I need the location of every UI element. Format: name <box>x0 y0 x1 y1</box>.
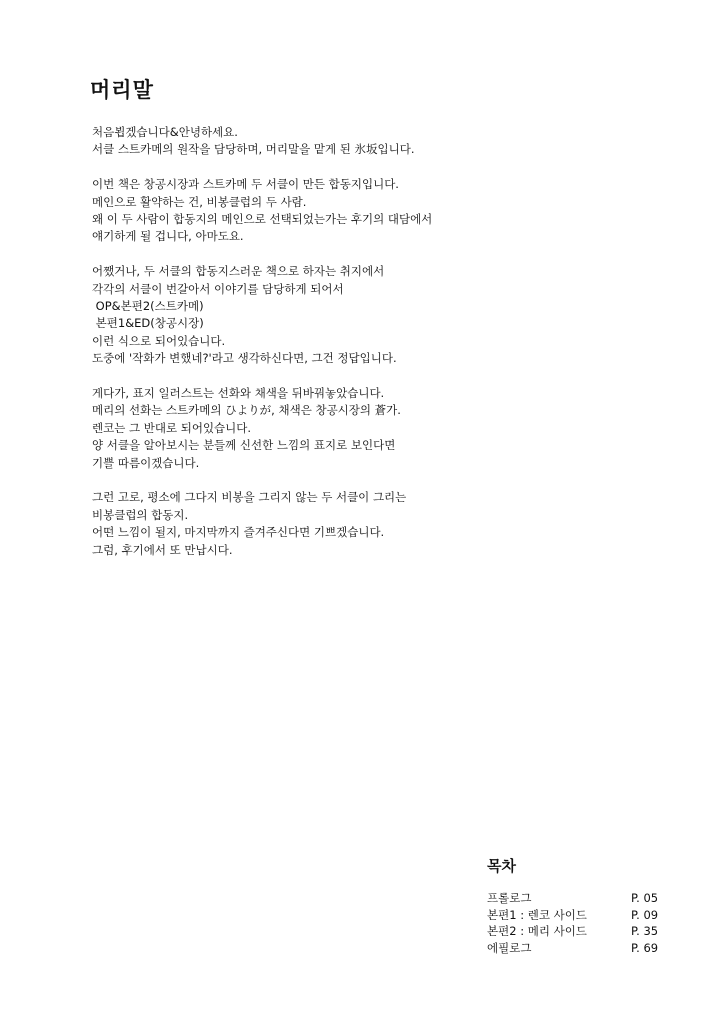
toc-entry-label: 본편1 : 렌코 사이드 <box>487 907 587 922</box>
text-line: 그럼, 후기에서 또 만납시다. <box>92 542 233 557</box>
text-line: 비봉클럽의 합동지. <box>92 507 189 522</box>
paragraph-cover <box>92 385 652 472</box>
toc-entry-label: 에필로그 <box>487 940 532 955</box>
text-line: 그런 고로, 평소에 그다지 비봉을 그리지 않는 두 서클이 그리는 <box>92 490 407 505</box>
toc-entry-label: 본편2 : 메리 사이드 <box>487 924 587 938</box>
text-line: 양 서클을 알아보시는 분들께 신선한 느낌의 표지로 보인다면 <box>92 438 396 453</box>
toc-entry-page: P. 69 <box>631 940 659 955</box>
text-line: 이번 책은 창공시장과 스트카메 두 서클이 만든 합동지입니다. <box>92 177 399 192</box>
paragraph-structure <box>92 263 652 367</box>
text-line: 왜 이 두 사람이 합동지의 메인으로 선택되었는가는 후기의 대담에서 <box>92 212 433 227</box>
toc-entry <box>487 907 667 924</box>
toc-entry <box>487 923 667 940</box>
text-line: 얘기하게 될 겁니다, 아마도요. <box>92 229 244 244</box>
text-line: 본편1&ED(창공시장) <box>92 316 204 331</box>
text-line: 어쨌거나, 두 서클의 합동지스러운 책으로 하자는 취지에서 <box>92 264 385 279</box>
preface-body <box>92 124 652 576</box>
text-line: 어떤 느낌이 될지, 마지막까지 즐겨주신다면 기쁘겠습니다. <box>92 525 385 540</box>
text-line: 렌코는 그 반대로 되어있습니다. <box>92 420 252 435</box>
text-line: 처음뵙겠습니다&안녕하세요. <box>92 125 238 139</box>
page-title: 머리말 <box>90 78 154 102</box>
toc-entry-label: 프롤로그 <box>487 891 532 905</box>
toc-entry-page: P. 35 <box>631 924 659 938</box>
text-line: 메리의 선화는 스트카메의 ひよりが, 채색은 창공시장의 蒼가. <box>92 403 401 418</box>
table-of-contents <box>487 855 667 956</box>
text-line: 메인으로 활약하는 건, 비봉클럽의 두 사람. <box>92 194 307 209</box>
text-line: 각각의 서클이 번갈아서 이야기를 담당하게 되어서 <box>92 281 344 296</box>
paragraph-greeting <box>92 124 652 159</box>
toc-title: 목차 <box>487 857 516 875</box>
toc-entry <box>487 890 667 907</box>
paragraph-intro <box>92 176 652 246</box>
text-line: 서클 스트카메의 원작을 담당하며, 머리말을 맡게 된 氷坂입니다. <box>92 142 415 157</box>
toc-entry <box>487 940 667 957</box>
toc-entry-page: P. 09 <box>631 907 659 922</box>
toc-entry-page: P. 05 <box>631 891 659 905</box>
paragraph-closing <box>92 489 652 559</box>
text-line: 기쁠 따름이겠습니다. <box>92 455 200 470</box>
text-line: OP&본편2(스트카메) <box>92 299 204 314</box>
text-line: 도중에 '작화가 변했네?'라고 생각하신다면, 그건 정답입니다. <box>92 351 397 366</box>
text-line: 게다가, 표지 일러스트는 선화와 채색을 뒤바꿔놓았습니다. <box>92 386 385 401</box>
text-line: 이런 식으로 되어있습니다. <box>92 333 226 348</box>
